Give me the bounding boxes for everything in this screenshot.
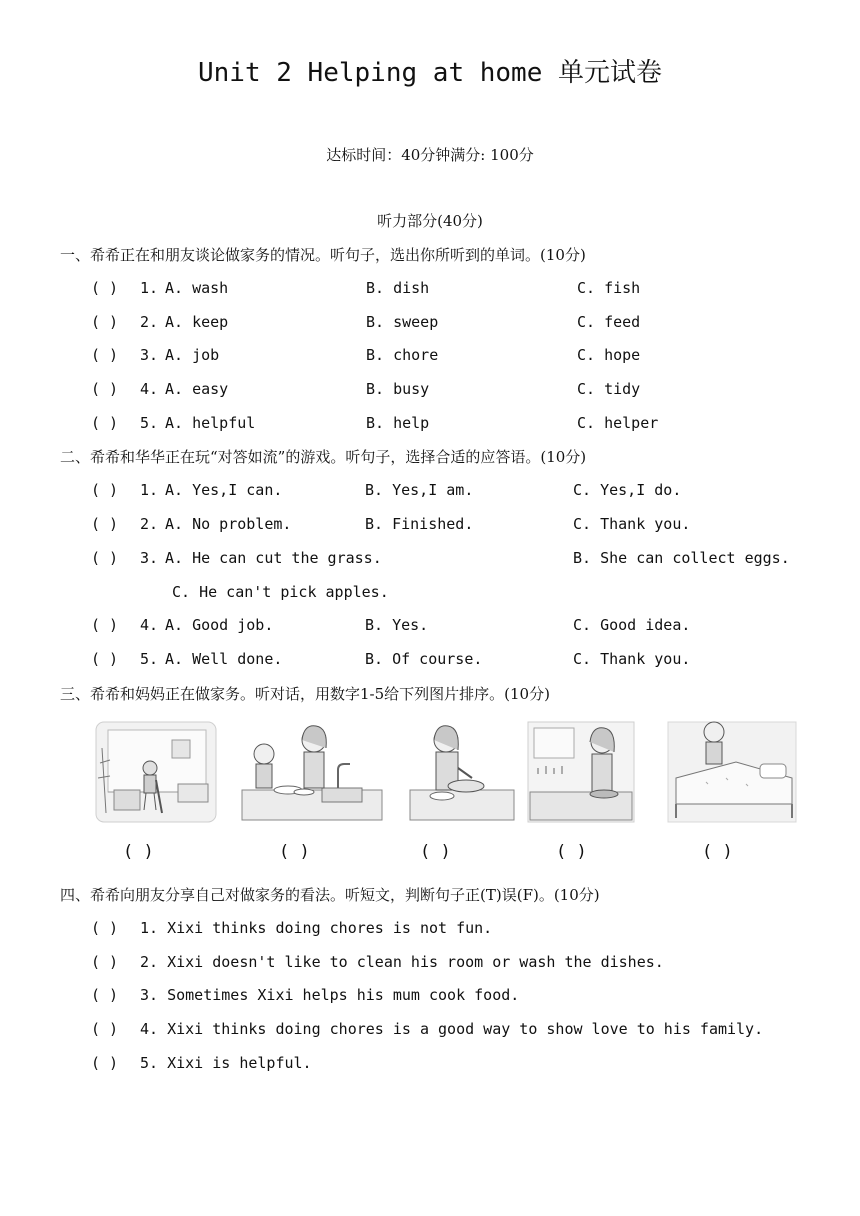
picture-answer-blank[interactable]: ( ): [279, 842, 310, 862]
answer-blank[interactable]: ( ): [91, 549, 119, 567]
kitchen-stove-picture: [526, 718, 636, 826]
answer-blank[interactable]: ( ): [91, 414, 119, 432]
chore-pictures: [0, 718, 860, 828]
option-b: B. chore: [366, 346, 439, 364]
section4-heading: 四、希希向朋友分享自己对做家务的看法。听短文，判断句子正(T)误(F)。(10分): [60, 886, 600, 904]
page-title: Unit 2 Helping at home 单元试卷: [197, 58, 663, 88]
answer-blank[interactable]: ( ): [91, 616, 119, 634]
listening-part-title: 听力部分(40分): [377, 212, 483, 230]
question-number: 4.: [140, 380, 159, 398]
option-c: C. Thank you.: [573, 515, 691, 533]
picture-answer-blank[interactable]: ( ): [420, 842, 451, 862]
option-b: B. busy: [366, 380, 430, 398]
option-b: B. Finished.: [365, 515, 474, 533]
option-c: C. helper: [577, 414, 659, 432]
question-number: 1.: [140, 481, 159, 499]
answer-blank[interactable]: ( ): [91, 1020, 119, 1038]
option-a: A. keep: [165, 313, 229, 331]
boy-sweeping-picture: [94, 718, 218, 826]
answer-blank[interactable]: ( ): [91, 481, 119, 499]
answer-blank[interactable]: ( ): [91, 650, 119, 668]
answer-blank[interactable]: ( ): [91, 986, 119, 1004]
question-number: 5.: [140, 650, 159, 668]
answer-blank[interactable]: ( ): [91, 919, 119, 937]
question-number: 2.: [140, 313, 159, 331]
option-b: B. help: [366, 414, 430, 432]
option-c: C. tidy: [577, 380, 641, 398]
option-a: A. easy: [165, 380, 229, 398]
picture-answer-blank[interactable]: ( ): [556, 842, 587, 862]
option-c: C. Good idea.: [573, 616, 691, 634]
option-b: B. She can collect eggs.: [573, 549, 790, 567]
question-number: 2.: [140, 515, 159, 533]
statement-text: 3. Sometimes Xixi helps his mum cook food.: [140, 986, 520, 1004]
option-c: C. fish: [577, 279, 641, 297]
statement-text: 1. Xixi thinks doing chores is not fun.: [140, 919, 493, 937]
option-a: A. Yes,I can.: [165, 481, 283, 499]
option-a: A. He can cut the grass.: [165, 549, 382, 567]
option-a: A. Well done.: [165, 650, 283, 668]
picture-answer-blank[interactable]: ( ): [702, 842, 733, 862]
option-c: C. He can't pick apples.: [172, 583, 389, 601]
section3-heading: 三、希希和妈妈正在做家务。听对话，用数字1-5给下列图片排序。(10分): [60, 685, 550, 703]
question-number: 3.: [140, 549, 159, 567]
option-b: B. dish: [366, 279, 430, 297]
boy-making-bed-picture: [666, 718, 798, 826]
answer-blank[interactable]: ( ): [91, 1054, 119, 1072]
answer-blank[interactable]: ( ): [91, 515, 119, 533]
option-b: B. Yes,I am.: [365, 481, 474, 499]
option-c: C. hope: [577, 346, 641, 364]
question-number: 3.: [140, 346, 159, 364]
answer-blank[interactable]: ( ): [91, 953, 119, 971]
option-c: C. Yes,I do.: [573, 481, 682, 499]
answer-blank[interactable]: ( ): [91, 279, 119, 297]
answer-blank[interactable]: ( ): [91, 313, 119, 331]
answer-blank[interactable]: ( ): [91, 346, 119, 364]
answer-blank[interactable]: ( ): [91, 380, 119, 398]
statement-text: 5. Xixi is helpful.: [140, 1054, 312, 1072]
option-a: A. helpful: [165, 414, 256, 432]
option-b: B. Yes.: [365, 616, 429, 634]
section1-heading: 一、希希正在和朋友谈论做家务的情况。听句子，选出你所听到的单词。(10分): [60, 246, 586, 264]
option-a: A. job: [165, 346, 220, 364]
option-a: A. wash: [165, 279, 229, 297]
option-b: B. Of course.: [365, 650, 483, 668]
statement-text: 2. Xixi doesn't like to clean his room or wash the dishes.: [140, 953, 664, 971]
option-a: A. No problem.: [165, 515, 292, 533]
mum-cooking-picture: [406, 718, 518, 826]
section2-heading: 二、希希和华华正在玩“对答如流”的游戏。听句子，选择合适的应答语。(10分): [60, 448, 587, 466]
option-c: C. feed: [577, 313, 641, 331]
option-b: B. sweep: [366, 313, 439, 331]
exam-time-and-score: 达标时间：40分钟满分: 100分: [326, 146, 534, 164]
question-number: 5.: [140, 414, 159, 432]
question-number: 4.: [140, 616, 159, 634]
option-c: C. Thank you.: [573, 650, 691, 668]
option-a: A. Good job.: [165, 616, 274, 634]
picture-answer-blank[interactable]: ( ): [123, 842, 154, 862]
statement-text: 4. Xixi thinks doing chores is a good way to show love to his family.: [140, 1020, 764, 1038]
question-number: 1.: [140, 279, 159, 297]
washing-dishes-picture: [238, 718, 386, 826]
